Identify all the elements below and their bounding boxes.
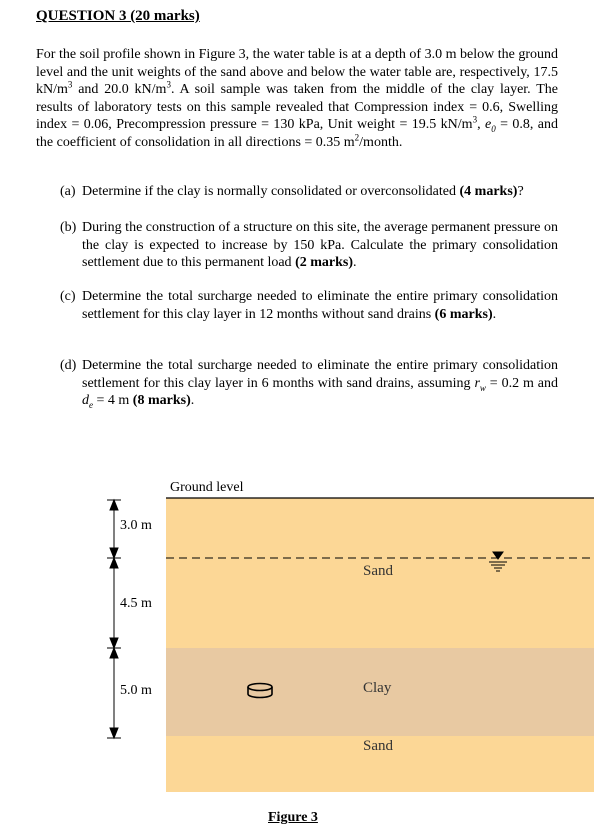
ground-level-label: Ground level	[170, 480, 244, 495]
soil-profile-figure	[0, 470, 614, 834]
sand-label-top: Sand	[363, 563, 393, 579]
dimension-label-sand-top: 3.0 m	[120, 518, 152, 533]
dimension-label-clay: 5.0 m	[120, 683, 152, 698]
intro-paragraph: For the soil profile shown in Figure 3, the water table is at a depth of 3.0 m below the ground level and the unit weights of the sand above and below the water table are, respectively, 17.5 $kN/m^3$ and 20.0 $kN/m^3$. A soil sample was taken from the middle of the clay layer. The results of laboratory tests on this sample revealed that Compression index = 0.6, Swelling index = 0.06, Precompression pressure = 130 kPa, Unit weight = 19.5 $kN/m^3$, $e_0 = 0.8$, and the coefficient of consolidation in all directions = 0.35 $m^2$/month.	[36, 47, 559, 150]
dimension-label-sand-below-wt: 4.5 m	[120, 596, 152, 611]
soil-profile-diagram	[0, 470, 614, 834]
question-d: (d) Determine the total surcharge needed to eliminate the entire primary consolidation settlement for this clay layer in 6 months with sand drains, assuming $r_w = 0.2$ m and $d_e = 4$ m (8 marks).	[60, 358, 558, 410]
figure-caption: Figure 3	[268, 810, 318, 825]
clay-label: Clay	[363, 680, 392, 696]
question-heading: QUESTION 3 (20 marks)	[36, 8, 200, 24]
sand-label-bottom: Sand	[363, 738, 393, 754]
question-c: (c) Determine the total surcharge needed to eliminate the entire primary consolidation settlement for this clay layer in 12 months without sand drains (6 marks).	[60, 289, 558, 322]
question-b: (b) During the construction of a structure on this site, the average permanent pressure on the clay is expected to increase by 150 kPa. Calculate the primary consolidation settlement due to this permanent load (2 marks).	[60, 220, 558, 270]
dimension-line	[107, 500, 121, 738]
question-a: (a) Determine if the clay is normally consolidated or overconsolidated (4 marks)?	[60, 184, 524, 199]
